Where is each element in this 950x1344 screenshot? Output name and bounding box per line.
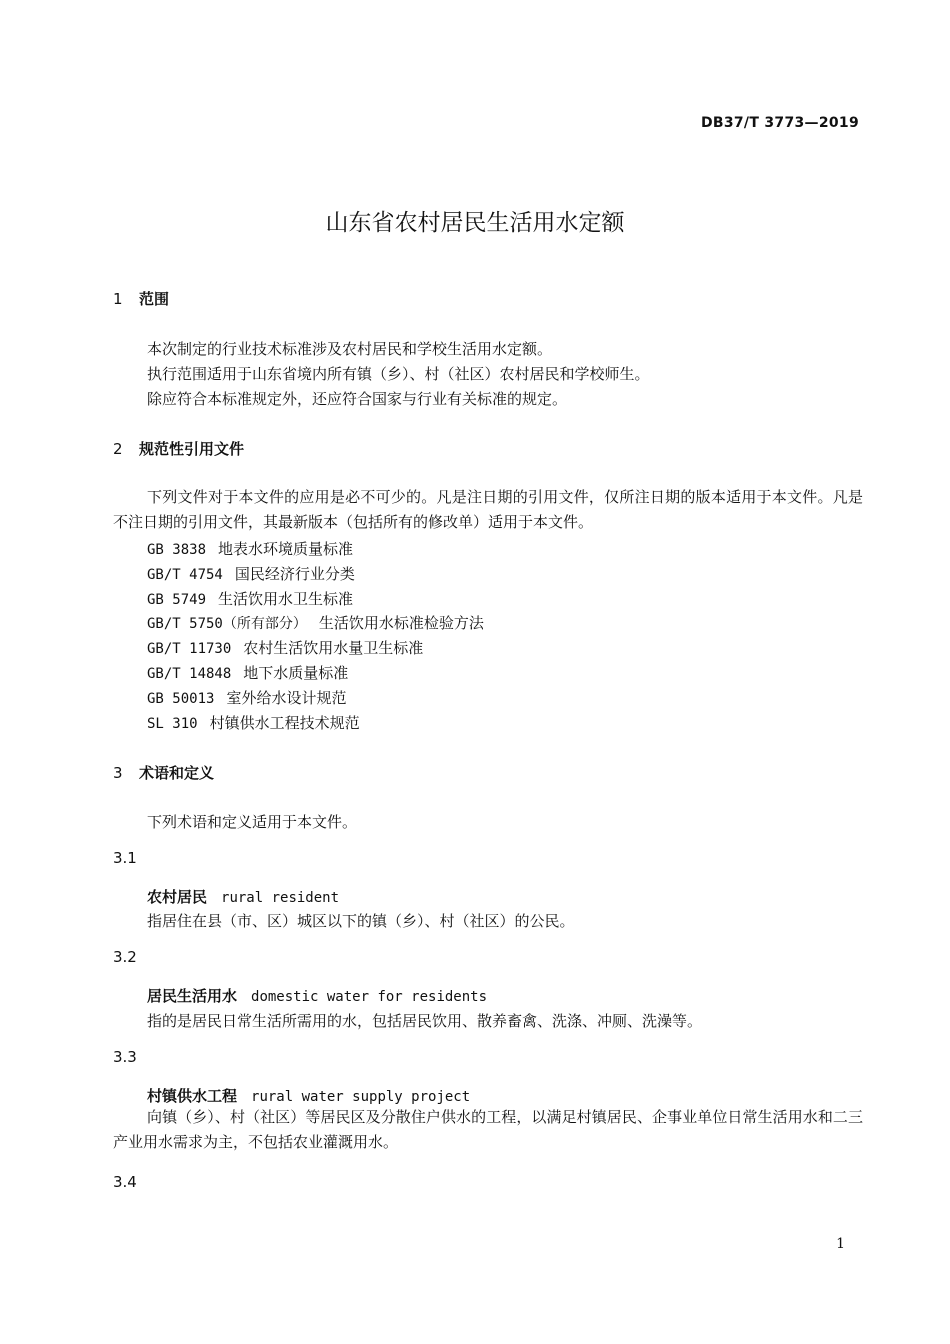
section-title: 规范性引用文件 <box>139 440 245 458</box>
paragraph: 本次制定的行业技术标准涉及农村居民和学校生活用水定额。 <box>147 340 553 358</box>
page-number: 1 <box>836 1236 845 1252</box>
reference-code: GB/T 14848 <box>147 666 232 682</box>
reference-code: GB 5749 <box>147 592 207 608</box>
reference-item <box>147 588 353 609</box>
subsection-number: 3.4 <box>113 1173 137 1191</box>
reference-code: GB/T 4754 <box>147 567 223 583</box>
term-definition: 指的是居民日常生活所需用的水，包括居民饮用、散养畜禽、洗涤、冲厕、洗澡等。 <box>147 1012 703 1030</box>
reference-item <box>147 612 484 633</box>
section-title: 术语和定义 <box>139 764 215 782</box>
paragraph: 下列术语和定义适用于本文件。 <box>147 813 358 831</box>
term-entry <box>147 886 339 907</box>
term-english: rural water supply project <box>251 1089 471 1105</box>
standard-code: DB37/T 3773—2019 <box>700 115 859 131</box>
reference-name: 农村生活饮用水量卫生标准 <box>243 639 424 657</box>
reference-name: 地下水质量标准 <box>243 664 349 682</box>
term-chinese: 居民生活用水 <box>147 987 238 1005</box>
section-2-heading <box>113 438 244 459</box>
reference-code: SL 310 <box>147 716 198 732</box>
section-3-heading <box>113 762 214 783</box>
section-number: 1 <box>113 290 123 308</box>
reference-name: 地表水环境质量标准 <box>218 540 354 558</box>
reference-name: 室外给水设计规范 <box>226 689 347 707</box>
term-entry <box>147 1085 470 1106</box>
subsection-number: 3.3 <box>113 1048 137 1066</box>
reference-item <box>147 563 355 584</box>
reference-item <box>147 538 353 559</box>
section-title: 范围 <box>139 290 170 308</box>
section-number: 3 <box>113 764 123 782</box>
paragraph: 除应符合本标准规定外，还应符合国家与行业有关标准的规定。 <box>147 390 568 408</box>
reference-item <box>147 712 360 733</box>
term-entry <box>147 985 487 1006</box>
term-definition: 向镇（乡）、村（社区）等居民区及分散住户供水的工程，以满足村镇居民、企事业单位日常生活用水和二三产业用水需求为主，不包括农业灌溉用水。 <box>113 1108 863 1151</box>
term-chinese: 村镇供水工程 <box>147 1087 238 1105</box>
term-chinese: 农村居民 <box>147 888 208 906</box>
reference-item <box>147 687 346 708</box>
term-english: domestic water for residents <box>251 989 488 1005</box>
paragraph: 执行范围适用于山东省境内所有镇（乡）、村（社区）农村居民和学校师生。 <box>147 365 650 383</box>
reference-name: 生活饮用水标准检验方法 <box>318 614 484 632</box>
document-title: 山东省农村居民生活用水定额 <box>325 210 625 236</box>
intro-paragraph: 下列文件对于本文件的应用是必不可少的。凡是注日期的引用文件，仅所注日期的版本适用于本文件。凡是不注日期的引用文件，其最新版本（包括所有的修改单）适用于本文件。 <box>113 488 863 531</box>
term-english: rural resident <box>221 890 340 906</box>
reference-name: 生活饮用水卫生标准 <box>218 590 354 608</box>
section-number: 2 <box>113 440 123 458</box>
subsection-number: 3.1 <box>113 849 137 867</box>
reference-code: GB 3838 <box>147 542 207 558</box>
term-definition: 指居住在县（市、区）城区以下的镇（乡）、村（社区）的公民。 <box>147 912 575 930</box>
reference-code: GB/T 11730 <box>147 641 232 657</box>
subsection-number: 3.2 <box>113 948 137 966</box>
section-1-heading <box>113 288 169 309</box>
reference-name: 村镇供水工程技术规范 <box>209 714 360 732</box>
reference-name: 国民经济行业分类 <box>234 565 355 583</box>
reference-item <box>147 637 423 658</box>
reference-code: GB 50013 <box>147 691 215 707</box>
reference-code: GB/T 5750（所有部分） <box>147 616 307 632</box>
reference-item <box>147 662 348 683</box>
